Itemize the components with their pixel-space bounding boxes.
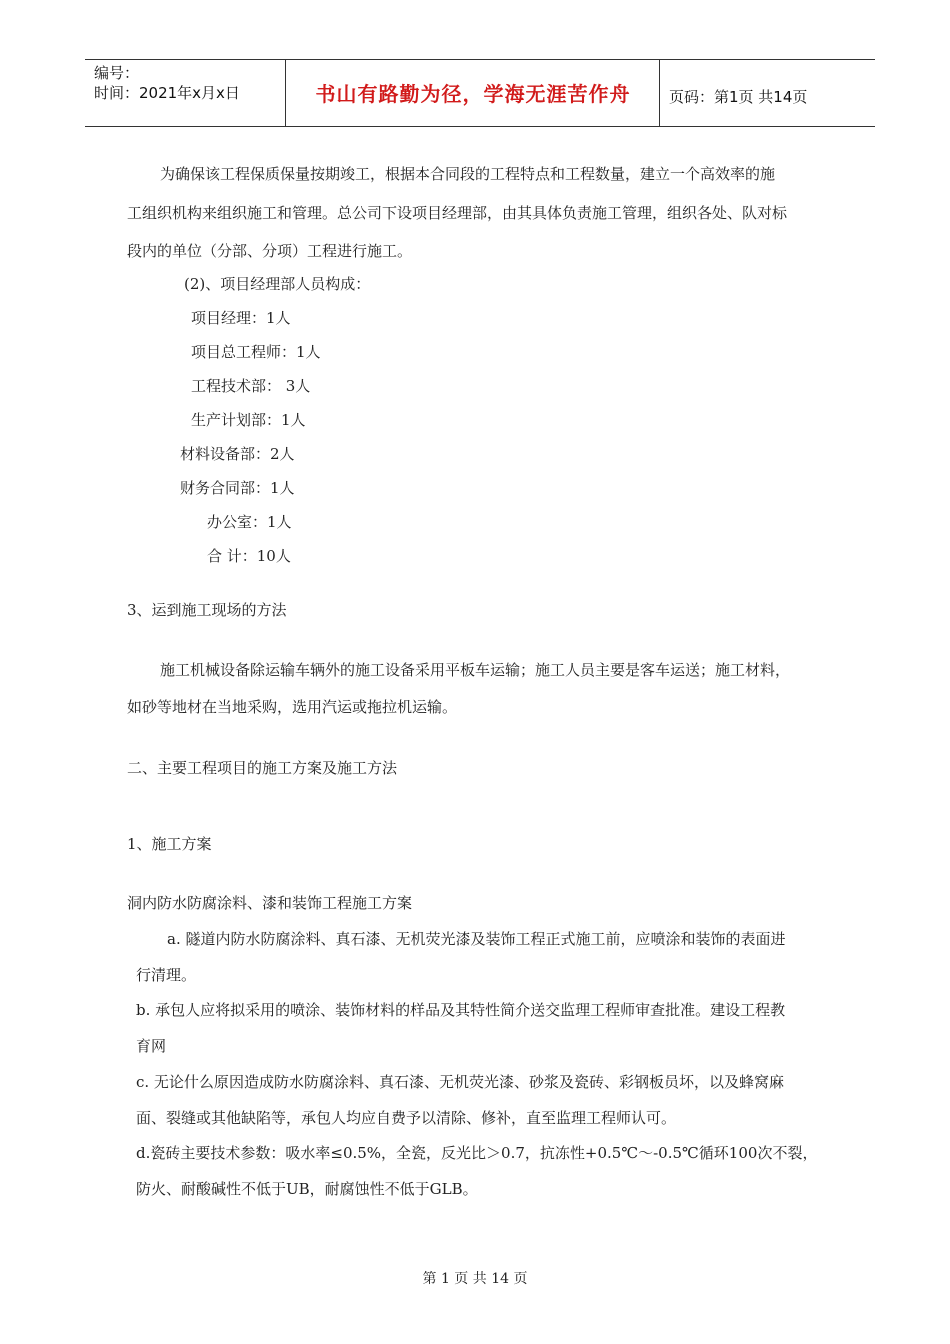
staff-item: 财务合同部：1人 xyxy=(180,479,295,497)
plan-line: c. 无论什么原因造成防水防腐涂料、真石漆、无机荧光漆、砂浆及瓷砖、彩钢板员坏，以及蜂窝麻 xyxy=(136,1073,784,1091)
staff-item: 办公室：1人 xyxy=(207,513,292,531)
header-divider-left xyxy=(285,59,286,127)
doc-number-label: 编号： xyxy=(94,64,140,82)
section-2-heading: 二、主要工程项目的施工方案及施工方法 xyxy=(127,759,398,777)
plan-subheading: 洞内防水防腐涂料、漆和装饰工程施工方案 xyxy=(127,894,413,912)
plan-heading: 1、施工方案 xyxy=(127,835,212,853)
staff-item: 项目经理：1人 xyxy=(191,309,291,327)
transport-line: 如砂等地材在当地采购，选用汽运或拖拉机运输。 xyxy=(127,698,458,716)
staff-item: 材料设备部：2人 xyxy=(180,445,295,463)
plan-line: 育网 xyxy=(136,1037,167,1055)
intro-line: 为确保该工程保质保量按期竣工，根据本合同段的工程特点和工程数量，建立一个高效率的施 xyxy=(160,165,776,183)
transport-heading: 3、运到施工现场的方法 xyxy=(127,601,287,619)
plan-line: b. 承包人应将拟采用的喷涂、装饰材料的样品及其特性简介送交监理工程师审查批准。建设工程教 xyxy=(136,1001,786,1019)
plan-line: 面、裂缝或其他缺陷等，承包人均应自费予以清除、修补，直至监理工程师认可。 xyxy=(136,1109,677,1127)
plan-line: 行清理。 xyxy=(136,966,197,984)
transport-line: 施工机械设备除运输车辆外的施工设备采用平板车运输；施工人员主要是客车运送；施工材料， xyxy=(160,661,791,679)
staff-total: 合 计：10人 xyxy=(207,547,291,565)
staff-heading: (2)、项目经理部人员构成： xyxy=(184,275,371,293)
header-rule-top xyxy=(85,59,875,60)
plan-line: a. 隧道内防水防腐涂料、真石漆、无机荧光漆及装饰工程正式施工前，应喷涂和装饰的表面进 xyxy=(167,930,786,948)
page-footer: 第 1 页 共 14 页 xyxy=(422,1271,528,1287)
staff-item: 项目总工程师：1人 xyxy=(191,343,321,361)
staff-item: 生产计划部：1人 xyxy=(191,411,306,429)
header-page-label: 页码：第1页 共14页 xyxy=(669,88,808,106)
plan-line: 防火、耐酸碱性不低于UB，耐腐蚀性不低于GLB。 xyxy=(136,1180,478,1198)
header-divider-right xyxy=(659,59,660,127)
doc-date-label: 时间：2021年x月x日 xyxy=(94,84,240,102)
staff-item: 工程技术部： 3人 xyxy=(191,377,311,395)
header-rule-bottom xyxy=(85,126,875,127)
intro-line: 工组织机构来组织施工和管理。总公司下设项目经理部，由其具体负责施工管理，组织各处、队对标 xyxy=(127,204,788,222)
header-motto: 书山有路勤为径，学海无涯苦作舟 xyxy=(315,82,631,106)
intro-line: 段内的单位（分部、分项）工程进行施工。 xyxy=(127,242,413,260)
plan-line: d.瓷砖主要技术参数：吸水率≤0.5%，全瓷，反光比＞0.7，抗冻性+0.5℃～-0.5℃循环100次不裂， xyxy=(136,1144,818,1162)
